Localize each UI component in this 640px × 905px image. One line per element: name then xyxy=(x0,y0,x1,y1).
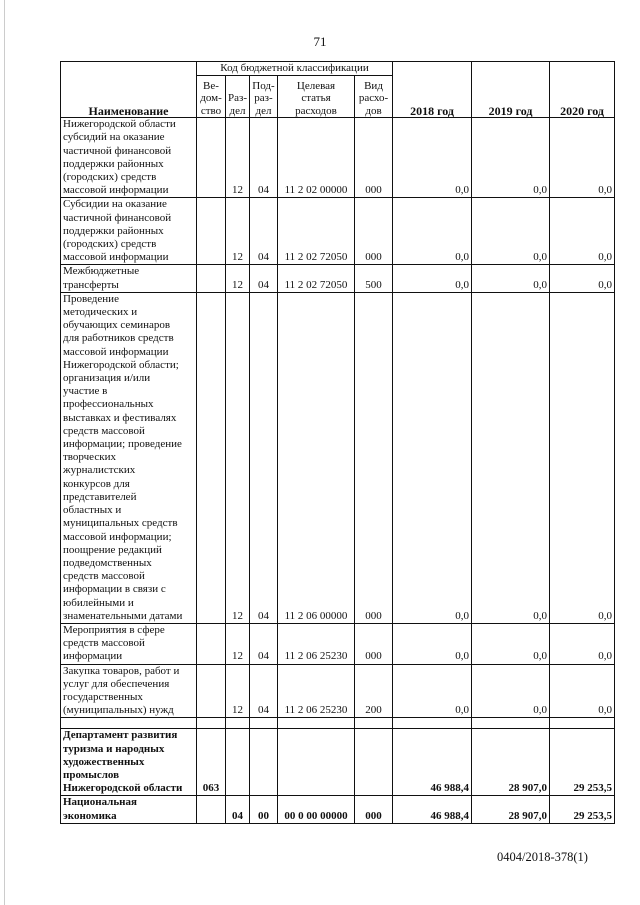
header-podrazdel-line: дел xyxy=(255,104,272,117)
cell-vedomstvo xyxy=(197,796,226,823)
table-row xyxy=(61,664,615,718)
cell-vid: 200 xyxy=(355,664,393,718)
cell-podrazdel: 04 xyxy=(250,292,278,623)
header-target-line: расходов xyxy=(295,104,337,117)
header-target-line: Целевая xyxy=(296,79,336,92)
row-name-line: информации в связи с xyxy=(63,583,166,596)
cell-2020: 29 253,5 xyxy=(550,796,615,823)
cell-2019: 0,0 xyxy=(472,623,550,664)
empty-cell xyxy=(250,718,278,729)
cell-podrazdel: 04 xyxy=(250,265,278,292)
row-name-line: массовой информации; xyxy=(63,530,172,543)
empty-cell xyxy=(472,718,550,729)
cell-2019: 0,0 xyxy=(472,664,550,718)
header-target xyxy=(278,76,355,118)
row-name-line: трансферты xyxy=(63,278,119,291)
row-name xyxy=(61,118,197,198)
cell-vid: 500 xyxy=(355,265,393,292)
cell-vedomstvo xyxy=(197,623,226,664)
header-podrazdel-line: Под- xyxy=(252,79,275,92)
cell-2018: 46 988,4 xyxy=(393,796,472,823)
cell-razdel: 12 xyxy=(226,292,250,623)
header-vedomstvo-line: Ве- xyxy=(203,79,219,92)
row-name-line: профессиональных xyxy=(63,398,154,411)
row-name-line: промыслов xyxy=(63,768,120,781)
row-name-line: поощрение редакций xyxy=(63,543,162,556)
row-name-line: средств массовой xyxy=(63,424,145,437)
row-name-line: Закупка товаров, работ и xyxy=(63,664,180,677)
header-podrazdel-line: раз- xyxy=(254,92,273,105)
table-row xyxy=(61,118,615,198)
cell-2019: 0,0 xyxy=(472,292,550,623)
row-name-line: частичной финансовой xyxy=(63,211,172,224)
row-name-line: подведомственных xyxy=(63,556,152,569)
row-name-line: Национальная xyxy=(63,796,137,809)
row-name-line: Департамент развития xyxy=(63,729,178,742)
row-name-line: методических и xyxy=(63,306,138,319)
row-name-line: массовой информации xyxy=(63,251,169,264)
cell-razdel: 12 xyxy=(226,664,250,718)
row-name-line: государственных xyxy=(63,690,143,703)
row-name-line: средств массовой xyxy=(63,570,145,583)
row-name xyxy=(61,623,197,664)
cell-target: 11 2 06 00000 xyxy=(278,292,355,623)
cell-razdel xyxy=(226,729,250,796)
header-2020: 2020 год xyxy=(550,62,615,118)
table-row xyxy=(61,198,615,265)
row-name-line: массовой информации xyxy=(63,345,169,358)
empty-cell xyxy=(550,718,615,729)
cell-2018: 0,0 xyxy=(393,623,472,664)
cell-vid: 000 xyxy=(355,198,393,265)
header-kbk: Код бюджетной классификации xyxy=(197,62,393,76)
table-row xyxy=(61,796,615,823)
row-name-line: экономика xyxy=(63,809,117,822)
row-name-line: творческих xyxy=(63,451,116,464)
cell-podrazdel: 04 xyxy=(250,623,278,664)
row-name-line: Проведение xyxy=(63,292,119,305)
header-razdel-line: дел xyxy=(229,104,246,117)
cell-2018: 46 988,4 xyxy=(393,729,472,796)
header-2019: 2019 год xyxy=(472,62,550,118)
cell-2019: 28 907,0 xyxy=(472,729,550,796)
cell-target: 11 2 02 72050 xyxy=(278,198,355,265)
cell-vedomstvo xyxy=(197,265,226,292)
empty-cell xyxy=(355,718,393,729)
row-name-line: обучающих семинаров xyxy=(63,319,171,332)
spacer-row xyxy=(61,718,615,729)
cell-vid: 000 xyxy=(355,118,393,198)
cell-vedomstvo xyxy=(197,664,226,718)
cell-target: 00 0 00 00000 xyxy=(278,796,355,823)
cell-target: 11 2 06 25230 xyxy=(278,664,355,718)
row-name-line: субсидий на оказание xyxy=(63,131,165,144)
row-name-line: Нижегородской области xyxy=(63,118,176,131)
cell-vid xyxy=(355,729,393,796)
row-name-line: информации xyxy=(63,650,123,663)
cell-podrazdel: 04 xyxy=(250,198,278,265)
row-name-line: представителей xyxy=(63,490,137,503)
header-target-line: статья xyxy=(301,92,331,105)
table-body xyxy=(61,118,615,824)
cell-2019: 0,0 xyxy=(472,198,550,265)
cell-razdel: 12 xyxy=(226,623,250,664)
header-razdel xyxy=(226,76,250,118)
cell-2020: 0,0 xyxy=(550,292,615,623)
cell-podrazdel: 04 xyxy=(250,664,278,718)
cell-2018: 0,0 xyxy=(393,265,472,292)
header-podrazdel xyxy=(250,76,278,118)
cell-vid: 000 xyxy=(355,292,393,623)
cell-2020: 0,0 xyxy=(550,198,615,265)
header-vid-line: расхо- xyxy=(358,92,389,105)
empty-cell xyxy=(61,718,197,729)
header-vedomstvo xyxy=(197,76,226,118)
cell-2020: 0,0 xyxy=(550,664,615,718)
cell-2019: 0,0 xyxy=(472,265,550,292)
cell-razdel: 12 xyxy=(226,265,250,292)
cell-target: 11 2 02 72050 xyxy=(278,265,355,292)
page-number: 71 xyxy=(313,34,327,49)
row-name-line: (городских) средств xyxy=(63,171,157,184)
row-name-line: поддержки районных xyxy=(63,157,164,170)
row-name-line: Нижегородской области xyxy=(63,782,183,795)
cell-razdel: 12 xyxy=(226,118,250,198)
table-row xyxy=(61,292,615,623)
row-name-line: Межбюджетные xyxy=(63,265,140,278)
cell-vedomstvo xyxy=(197,118,226,198)
row-name-line: информации; проведение xyxy=(63,438,182,451)
cell-razdel: 12 xyxy=(226,198,250,265)
header-name: Наименование xyxy=(61,62,197,118)
cell-2019: 0,0 xyxy=(472,118,550,198)
row-name-line: туризма и народных xyxy=(63,742,165,755)
cell-podrazdel xyxy=(250,729,278,796)
row-name-line: средств массовой xyxy=(63,637,145,650)
header-vedomstvo-line: дом- xyxy=(200,92,222,105)
cell-razdel: 04 xyxy=(226,796,250,823)
row-name-line: Нижегородской области; xyxy=(63,358,179,371)
cell-2020: 0,0 xyxy=(550,265,615,292)
cell-vid: 000 xyxy=(355,623,393,664)
row-name xyxy=(61,729,197,796)
table-row xyxy=(61,623,615,664)
header-vid xyxy=(355,76,393,118)
cell-podrazdel: 00 xyxy=(250,796,278,823)
scan-edge-line xyxy=(4,0,5,905)
row-name-line: выставках и фестивалях xyxy=(63,411,177,424)
row-name-line: участие в xyxy=(63,385,108,398)
row-name-line: муниципальных средств xyxy=(63,517,178,530)
row-name-line: организация и/или xyxy=(63,372,151,385)
cell-2018: 0,0 xyxy=(393,292,472,623)
cell-podrazdel: 04 xyxy=(250,118,278,198)
row-name-line: Мероприятия в сфере xyxy=(63,623,165,636)
row-name-line: юбилейными и xyxy=(63,596,134,609)
header-2018: 2018 год xyxy=(393,62,472,118)
header-razdel-line: Раз- xyxy=(228,92,248,105)
row-name xyxy=(61,292,197,623)
cell-target: 11 2 06 25230 xyxy=(278,623,355,664)
cell-2020: 0,0 xyxy=(550,623,615,664)
row-name-line: конкурсов для xyxy=(63,477,130,490)
row-name-line: (городских) средств xyxy=(63,238,157,251)
cell-vedomstvo xyxy=(197,198,226,265)
cell-vid: 000 xyxy=(355,796,393,823)
cell-2019: 28 907,0 xyxy=(472,796,550,823)
cell-vedomstvo xyxy=(197,292,226,623)
row-name-line: художественных xyxy=(63,755,145,768)
row-name-line: (муниципальных) нужд xyxy=(63,704,174,717)
empty-cell xyxy=(197,718,226,729)
table-row xyxy=(61,729,615,796)
cell-target: 11 2 02 00000 xyxy=(278,118,355,198)
row-name xyxy=(61,198,197,265)
empty-cell xyxy=(393,718,472,729)
row-name-line: Субсидии на оказание xyxy=(63,198,167,211)
empty-cell xyxy=(278,718,355,729)
cell-target xyxy=(278,729,355,796)
budget-table xyxy=(60,61,615,824)
cell-2018: 0,0 xyxy=(393,664,472,718)
row-name-line: областных и xyxy=(63,504,122,517)
row-name xyxy=(61,265,197,292)
header-vedomstvo-line: ство xyxy=(200,104,222,117)
row-name-line: знаменательными датами xyxy=(63,609,183,622)
row-name-line: услуг для обеспечения xyxy=(63,677,170,690)
document-code: 0404/2018-378(1) xyxy=(497,850,588,864)
header-vid-line: Вид xyxy=(364,79,383,92)
cell-vedomstvo: 063 xyxy=(197,729,226,796)
row-name-line: массовой информации xyxy=(63,184,169,197)
row-name-line: журналистских xyxy=(63,464,136,477)
cell-2018: 0,0 xyxy=(393,118,472,198)
table-row xyxy=(61,265,615,292)
empty-cell xyxy=(226,718,250,729)
row-name xyxy=(61,796,197,823)
header-vid-line: дов xyxy=(365,104,382,117)
row-name-line: поддержки районных xyxy=(63,224,164,237)
cell-2020: 29 253,5 xyxy=(550,729,615,796)
cell-2018: 0,0 xyxy=(393,198,472,265)
row-name-line: частичной финансовой xyxy=(63,144,172,157)
cell-2020: 0,0 xyxy=(550,118,615,198)
row-name xyxy=(61,664,197,718)
row-name-line: для работников средств xyxy=(63,332,174,345)
